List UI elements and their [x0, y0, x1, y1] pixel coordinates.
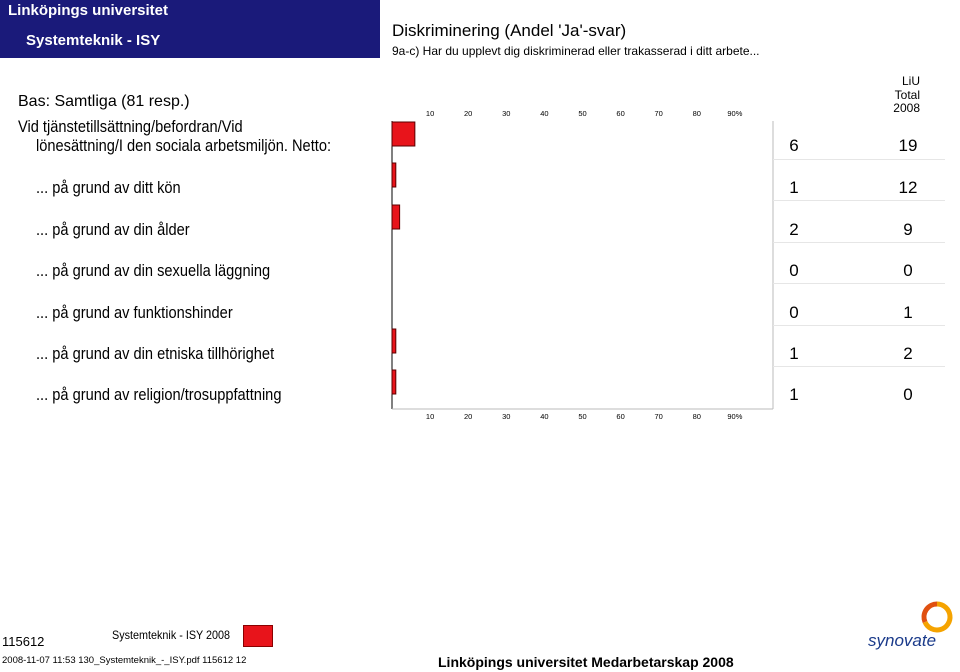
bottom-tick-label: 90%	[727, 412, 743, 421]
top-tick-label: 20	[464, 109, 473, 118]
row-total: 2	[903, 344, 913, 363]
bottom-tick-label: 50	[578, 412, 587, 421]
row-total: 19	[898, 136, 918, 155]
top-tick-label: 70	[654, 109, 663, 118]
top-tick-label: 40	[540, 109, 549, 118]
row-total: 0	[903, 261, 913, 280]
col-year: 2008	[893, 101, 920, 115]
bar	[392, 163, 396, 187]
row-label-funktion: ... på grund av funktionshinder	[36, 303, 233, 322]
bar	[392, 370, 396, 394]
row-value: 2	[789, 220, 799, 239]
bottom-tick-label: 20	[464, 412, 473, 421]
row-label-etnisk: ... på grund av din etniska tillhörighet	[36, 344, 275, 363]
row-total: 1	[903, 303, 913, 322]
bar	[392, 122, 415, 146]
top-tick-label: 10	[425, 109, 435, 118]
row-total: 12	[898, 178, 918, 197]
row-label-religion: ... på grund av religion/trosuppfattning	[36, 385, 282, 404]
university-title: Linköpings universitet	[8, 2, 169, 19]
row-value: 1	[789, 178, 799, 197]
row-label-alder: ... på grund av din ålder	[36, 220, 190, 239]
bottom-tick-label: 70	[654, 412, 663, 421]
bottom-tick-label: 60	[616, 412, 625, 421]
row-value: 6	[789, 136, 799, 155]
top-tick-label: 90%	[727, 109, 743, 118]
bottom-tick-label: 40	[540, 412, 549, 421]
bottom-tick-label: 10	[425, 412, 435, 421]
question-text: 9a-c) Har du upplevt dig diskriminerad eller trakasserad i ditt arbete...	[392, 44, 760, 58]
footer-file-info: 2008-11-07 11:53 130_Systemteknik_-_ISY.pdf 115612 12	[2, 655, 247, 666]
chart-title: Diskriminering (Andel 'Ja'-svar)	[392, 21, 627, 40]
row-value: 1	[789, 344, 799, 363]
top-tick-label: 50	[578, 109, 587, 118]
brand-name: synovate	[868, 631, 937, 650]
row-value: 0	[789, 261, 799, 280]
top-tick-label: 60	[616, 109, 625, 118]
bar	[392, 329, 396, 353]
legend-label: Systemteknik - ISY 2008	[112, 628, 231, 642]
survey-title: Linköpings universitet Medarbetarskap 2008	[438, 654, 734, 670]
intro-line1: Vid tjänstetillsättning/befordran/Vid	[18, 117, 243, 136]
top-tick-label: 30	[502, 109, 511, 118]
department-title: Systemteknik - ISY	[26, 32, 161, 49]
row-label-kon: ... på grund av ditt kön	[36, 178, 181, 197]
intro-line2: lönesättning/I den sociala arbetsmiljön. Netto:	[36, 136, 332, 155]
col-liu: LiU	[901, 74, 920, 88]
bar	[392, 205, 400, 229]
bottom-tick-label: 30	[502, 412, 511, 421]
row-label-sexuell: ... på grund av din sexuella läggning	[36, 261, 271, 280]
bottom-tick-label: 80	[692, 412, 701, 421]
footer-code: 115612	[2, 634, 45, 649]
row-total: 0	[903, 385, 913, 404]
row-value: 1	[789, 385, 799, 404]
top-tick-label: 80	[692, 109, 701, 118]
base-label: Bas: Samtliga (81 resp.)	[18, 93, 190, 110]
col-total: Total	[894, 88, 920, 102]
row-value: 0	[789, 303, 799, 322]
row-total: 9	[903, 220, 913, 239]
legend-swatch	[243, 625, 273, 647]
